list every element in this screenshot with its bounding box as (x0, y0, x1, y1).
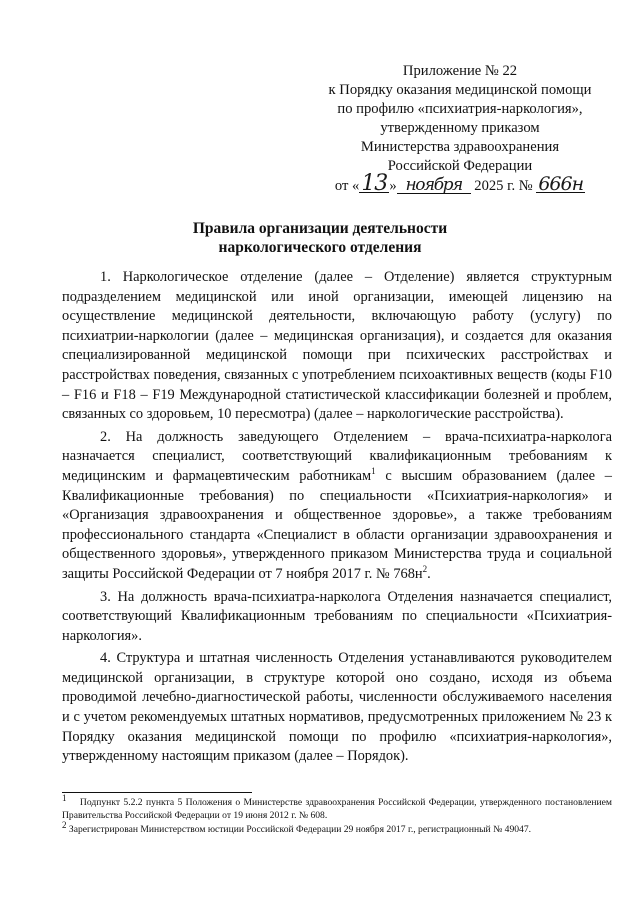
footnote-ref-1: 1 (371, 466, 376, 477)
paragraph-2-part-b: с высшим образованием (далее – Квалификационные требования) по специальности «Психиатрия-наркология» и «Организация здравоохранения и общественное здоровье», а также требованиям профессионального стандарта «Специалист в области организации здравоохранения и общественного здоровья», утвержденного приказом Министерства труда и социальной защиты Российской Федерации от 7 ноября 2017 г. № 768н (62, 467, 612, 582)
order-date-line (300, 171, 620, 196)
date-prefix: от « (334, 178, 360, 194)
header-line-3: утвержденному приказом (380, 120, 540, 136)
footnote-1-mark: 1 (62, 792, 67, 803)
handwritten-order-number: 666н (538, 173, 584, 195)
document-title (0, 219, 640, 257)
header-line-2: по профилю «психиатрия-наркология», (337, 101, 583, 117)
footnote-ref-2: 2 (422, 564, 428, 575)
appendix-header (300, 62, 620, 196)
paragraph-2-part-c: . (427, 565, 431, 582)
header-line-4: Министерства здравоохранения (360, 139, 560, 155)
header-line-1: к Порядку оказания медицинской помощи (328, 82, 592, 98)
paragraph-4: 4. Структура и штатная численность Отделения устанавливаются руководителем медицинской организации, в структуре которой оно создано, исходя из объема проводимой лечебно-диагностической работы, численности обслуживаемого населения и с учетом рекомендуемых штатных нормативов, предусмотренных приложением № 23 к Порядку оказания медицинской помощи по профилю «психиатрия-наркология», утвержденному настоящим приказом (далее – Порядок). (62, 650, 612, 765)
order-year: 2025 г. № (474, 178, 533, 194)
handwritten-day: 13 (361, 171, 388, 196)
footnote-divider (62, 792, 252, 793)
handwritten-month: ноября (397, 177, 471, 194)
date-mid: » (389, 178, 397, 194)
footnote-2 (62, 820, 612, 837)
title-line-2: наркологического отделения (218, 239, 422, 256)
paragraph-3: 3. На должность врача-психиатра-нарколога Отделения назначается специалист, соответствующий Квалификационным требованиям по специальности «Психиатрия-наркология». (62, 588, 612, 644)
header-line-5: Российской Федерации (387, 158, 533, 174)
paragraph-2-part-a: 2. На должность заведующего Отделением – врача-психиатра-нарколога назначается специалист, соответствующий квалификационным требованиям к медицинским и фармацевтическим работникам (62, 428, 612, 484)
footnotes (62, 792, 613, 837)
document-body (62, 268, 612, 767)
footnote-2-text: Зарегистрирован Министерством юстиции Российской Федерации 29 ноября 2017 г., регистрационный № 49047. (68, 824, 532, 836)
footnote-1-text: Подпункт 5.2.2 пункта 5 Положения о Министерстве здравоохранения Российской Федерации, утвержденного постановлением Правительства Российской Федерации от 19 июня 2012 г. № 608. (62, 797, 613, 821)
appendix-number: Приложение № 22 (402, 63, 518, 79)
paragraph-1: 1. Наркологическое отделение (далее – Отделение) является структурным подразделением медицинской или иной организации, имеющей лицензию на осуществление медицинской деятельности, включающую работу (услугу) по психиатрии-наркологии (далее – медицинская организация), и создается для оказания специализированной медицинской помощи при психических расстройствах и расстройствах поведения, связанных с употреблением психоактивных веществ (коды F10 – F16 и F18 – F19 Международной статистической классификации болезней и проблем, связанных со здоровьем, 10 пересмотра) (далее – наркологические расстройства). (62, 269, 612, 423)
title-line-1: Правила организации деятельности (192, 220, 448, 237)
footnote-2-mark: 2 (62, 820, 67, 830)
paragraph-2 (62, 428, 612, 585)
footnote-1 (62, 792, 613, 822)
